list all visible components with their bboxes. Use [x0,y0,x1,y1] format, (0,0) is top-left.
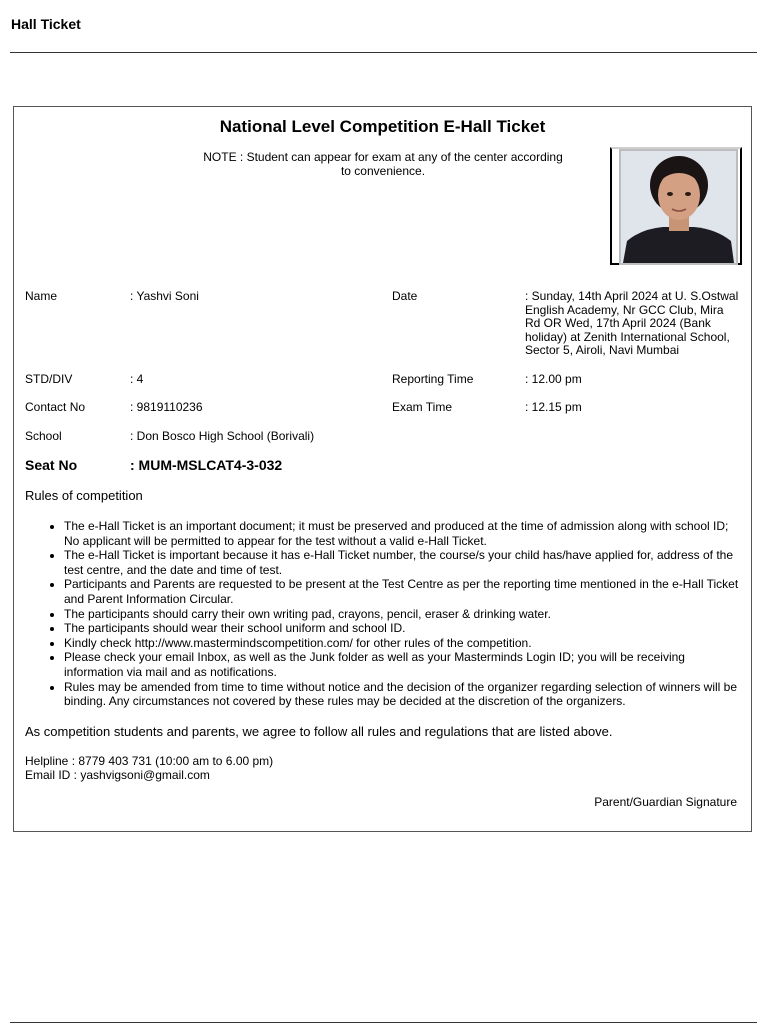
exam-time-value: : 12.15 pm [525,400,582,414]
exam-time-label: Exam Time [392,400,453,414]
header-divider [10,52,757,53]
reporting-time-label: Reporting Time [392,372,474,386]
helpline-text: Helpline : 8779 403 731 (10:00 am to 6.00 pm) [25,754,274,768]
school-label: School [25,429,62,443]
student-photo-icon [621,151,736,263]
seat-value: : MUM-MSLCAT4-3-032 [130,457,283,473]
rule-item: • The e-Hall Ticket is important because it has e-Hall Ticket number, the course/s your child has/have applied for, address of the test centre, and the date and time of test. [64,548,745,577]
rule-item: • The participants should carry their own writing pad, crayons, pencil, eraser & drinking water. [64,607,745,622]
rule-item: • The e-Hall Ticket is an important document; it must be preserved and produced at the time of admission along with school ID; No applicant will be permitted to appear for the test without a valid e-Hall Ticket. [64,519,745,548]
seat-label: Seat No [25,457,78,473]
rule-item: • Rules may be amended from time to time without notice and the decision of the organizer regarding selection of winners will be binding. Any circumstances not covered by these rules may be decided at the discretion of the organizers. [64,680,745,709]
school-value: : Don Bosco High School (Borivali) [130,429,315,443]
std-label: STD/DIV [25,372,73,386]
rule-item: • Please check your email Inbox, as well as the Junk folder as well as your Masterminds Login ID; you will be receiving information via mail and as notifications. [64,650,745,679]
rule-item: • The participants should wear their school uniform and school ID. [64,621,745,636]
contact-value: : 9819110236 [130,400,203,414]
contact-label: Contact No [25,400,86,414]
ticket-title: National Level Competition E-Hall Ticket [219,117,546,136]
rules-title: Rules of competition [25,488,143,503]
footer-divider [10,1022,757,1023]
photo-frame [610,147,742,265]
hall-ticket [13,106,752,832]
rule-item: • Participants and Parents are requested to be present at the Test Centre as per the reporting time mentioned in the e-Hall Ticket and Parent Information Circular. [64,577,745,606]
page-header: Hall Ticket [11,16,81,32]
parent-signature-label: Parent/Guardian Signature [594,795,737,809]
rules-list [25,519,745,709]
ticket-note: NOTE : Student can appear for exam at any of the center according to convenience. [203,150,563,178]
date-label: Date [392,289,418,303]
agreement-text: As competition students and parents, we agree to follow all rules and regulations that are listed above. [25,724,613,739]
student-photo [619,149,738,265]
name-label: Name [25,289,58,303]
email-text: Email ID : yashvigsoni@gmail.com [25,768,210,782]
rule-item: • Kindly check http://www.mastermindscompetition.com/ for other rules of the competition. [64,636,745,651]
reporting-time-value: : 12.00 pm [525,372,582,386]
name-value: : Yashvi Soni [130,289,199,303]
date-value: : Sunday, 14th April 2024 at U. S.Ostwal English Academy, Nr GCC Club, Mira Rd OR Wed, 17th April 2024 (Bank holiday) at Zenith International School, Sector 5, Airoli, Navi Mumbai [525,289,739,357]
std-value: : 4 [130,372,144,386]
